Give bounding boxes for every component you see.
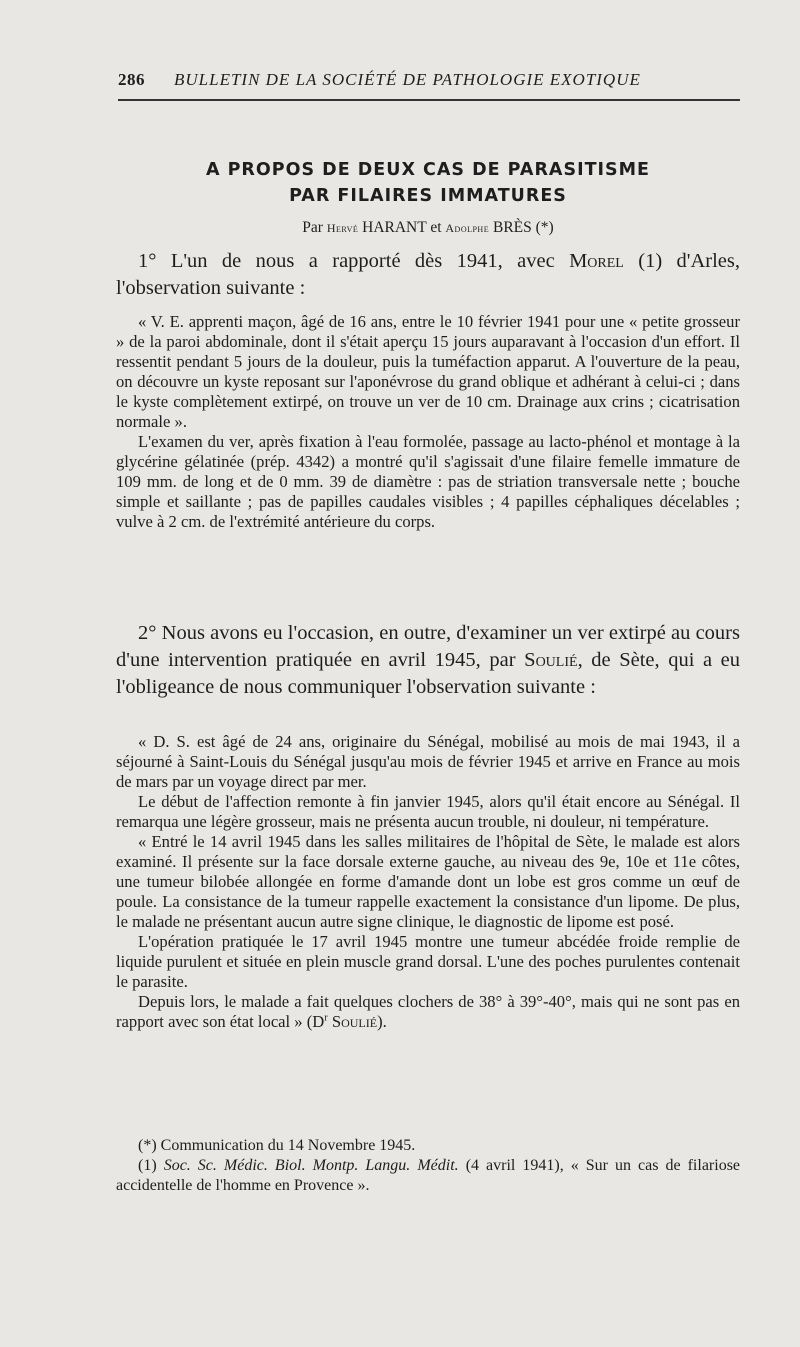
section1-cited-name: Morel bbox=[569, 250, 624, 272]
article-title-line-1: A PROPOS DE DEUX CAS DE PARASITISME bbox=[205, 160, 651, 180]
section2-paragraph-3: « Entré le 14 avril 1945 dans les salles militaires de l'hôpital de Sète, le malade est alors examiné. Il présente sur la face dorsale externe gauche, au niveau des 9e, 10e et 11e côtes, une tumeur bilobée allongée en forme d'amande dont un lobe est gros comme un œuf de poule. La consistance de la tumeur rappelle exactement la consistance d'un lipome. De plus, le malade ne présentant aucun autre signe clinique, le diagnostic de lipome est posé. bbox=[116, 832, 740, 931]
author2-first-name: Adolphe bbox=[445, 221, 490, 235]
section2-p5-name: Soulié bbox=[331, 1012, 378, 1031]
section2-paragraph-1: « D. S. est âgé de 24 ans, originaire du Sénégal, mobilisé au mois de mai 1943, il a séjourné à Saint-Louis du Sénégal jusqu'au mois de février 1945 et arrive en France au mois de mars par un voyage direct par mer. bbox=[116, 732, 740, 791]
section1-exam-paragraph: L'examen du ver, après fixation à l'eau formolée, passage au lacto-phénol et montage à la glycérine gélatinée (prép. 4342) a montré qu'il s'agissait d'une filaire femelle immature de 109 mm. de long et de 0 mm. 39 de diamètre : pas de striation transversale nette ; bouche simple et saillante ; pas de papilles caudales visibles ; 4 papilles céphaliques décelables ; vulve à 2 cm. de l'extrémité antérieure du corps. bbox=[116, 432, 740, 531]
section1-intro-text-end: (1) d'Arles, l'observation suivante : bbox=[116, 250, 741, 299]
page-number: 286 bbox=[118, 70, 145, 89]
footnotes bbox=[116, 1136, 740, 1196]
author-conjunction: et bbox=[430, 219, 442, 236]
section2-p5-sup: r bbox=[324, 1012, 328, 1024]
footnote-2-journal: Soc. Sc. Médic. Biol. Montp. Langu. Médit. bbox=[163, 1157, 459, 1174]
section2-observation bbox=[116, 732, 740, 1032]
section2-intro-text-end: , de Sète, qui a eu l'obligeance de nous communiquer l'observation suivante : bbox=[116, 649, 741, 698]
section1-quote bbox=[116, 312, 740, 532]
running-title: BULLETIN DE LA SOCIÉTÉ DE PATHOLOGIE EXOTIQUE bbox=[174, 70, 641, 89]
footnote-2-mark: (1) bbox=[138, 1157, 157, 1174]
footnote-1: (*) Communication du 14 Novembre 1945. bbox=[138, 1137, 416, 1154]
author-note-mark: (*) bbox=[535, 219, 554, 236]
footnote-2-text: (4 avril 1941), « Sur un cas de filariose accidentelle de l'homme en Provence ». bbox=[116, 1157, 741, 1194]
author2-last-name: BRÈS bbox=[492, 219, 532, 236]
author1-first-name: Hervé bbox=[326, 221, 359, 235]
section1-intro bbox=[116, 248, 740, 302]
section2-paragraph-4: L'opération pratiquée le 17 avril 1945 montre une tumeur abcédée froide remplie de liquide purulent et située en plein muscle grand dorsal. L'une des poches purulentes contenait le parasite. bbox=[116, 932, 740, 991]
author-prefix: Par bbox=[302, 219, 323, 236]
section2-paragraph-5 bbox=[116, 992, 740, 1032]
author1-last-name: HARANT bbox=[362, 219, 427, 236]
footnote-2 bbox=[116, 1156, 740, 1196]
section2-p5-text: Depuis lors, le malade a fait quelques clochers de 38° à 39°-40°, mais qui ne sont pas en rapport avec son état local » (D bbox=[116, 992, 740, 1031]
section1-quote-paragraph: « V. E. apprenti maçon, âgé de 16 ans, entre le 10 février 1941 pour une « petite grosseur » de la paroi abdominale, dont il s'était aperçu 15 jours auparavant à l'occasion d'un effort. Il ressentit pendant 5 jours de la douleur, puis la tuméfaction apparut. A l'ouverture de la peau, on découvre un kyste reposant sur l'aponévrose du grand oblique et adhérant à celui-ci ; dans le kyste complètement extirpé, on trouve un ver de 10 cm. Drainage aux crins ; cicatrisation normale ». bbox=[116, 312, 740, 431]
section1-intro-text: 1° L'un de nous a rapporté dès 1941, avec bbox=[138, 250, 555, 272]
section2-p5-text-end: ). bbox=[377, 1012, 387, 1031]
article-title-line-2: PAR FILAIRES IMMATURES bbox=[289, 186, 567, 206]
section2-intro bbox=[116, 620, 740, 701]
section2-paragraph-2: Le début de l'affection remonte à fin janvier 1945, alors qu'il était encore au Sénégal. Il remarqua une légère grosseur, mais ne présenta aucun trouble, ni douleur, ni température. bbox=[116, 792, 740, 831]
section2-intro-text: 2° Nous avons eu l'occasion, en outre, d'examiner un ver extirpé au cours d'une intervention pratiquée en avril 1945, par bbox=[116, 622, 740, 671]
section2-cited-name: Soulié bbox=[524, 649, 578, 671]
author-line bbox=[118, 219, 738, 237]
header-rule bbox=[118, 99, 740, 101]
